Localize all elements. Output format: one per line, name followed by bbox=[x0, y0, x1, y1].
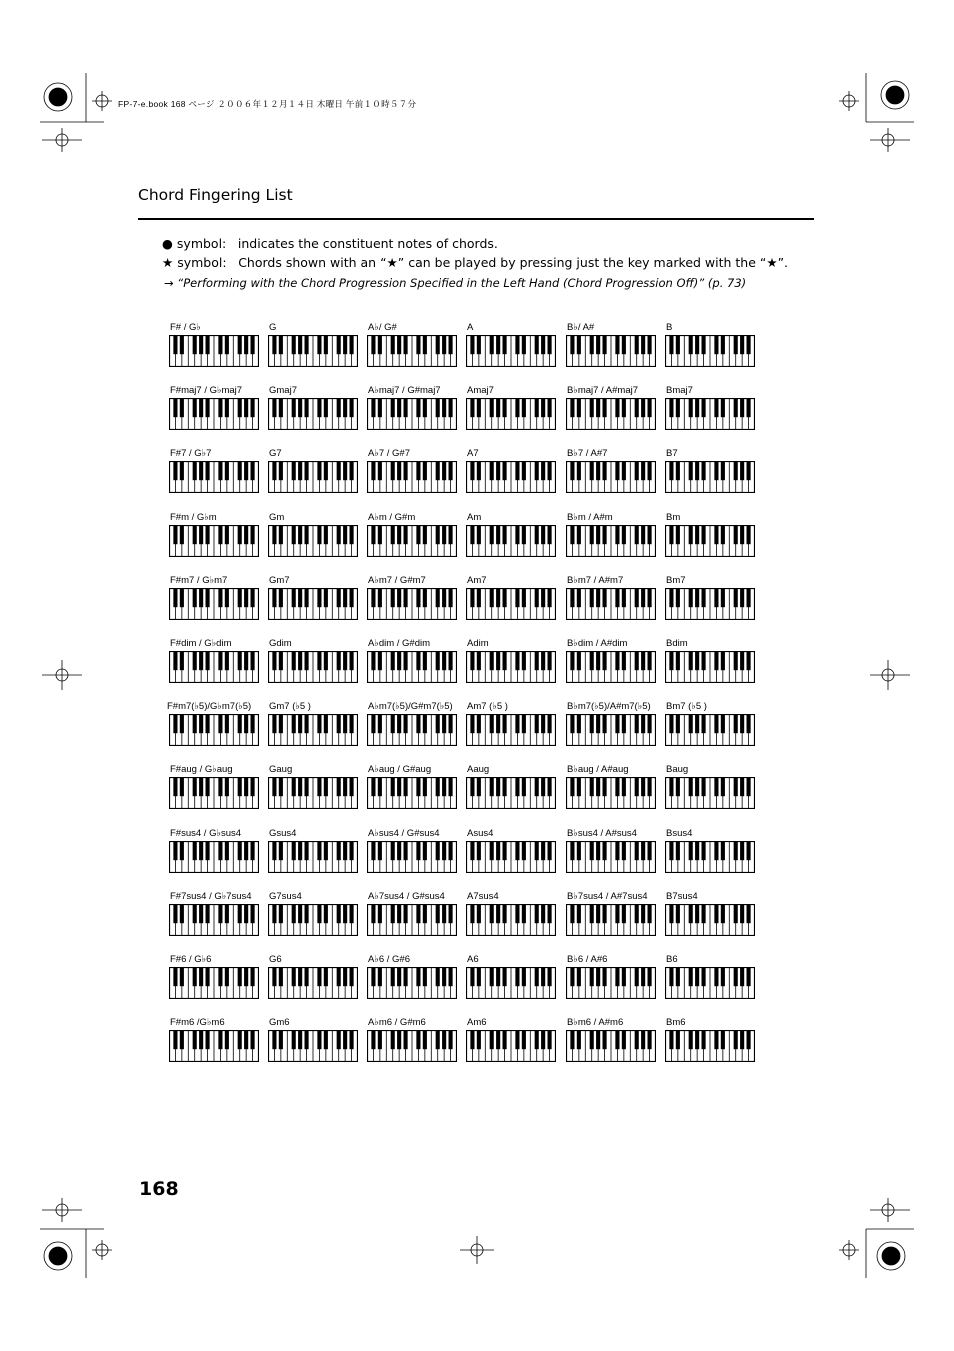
chord-name: B♭dim / A#dim bbox=[567, 638, 628, 649]
chord-name: Gaug bbox=[269, 764, 293, 776]
chord-name: B7sus4 bbox=[666, 890, 698, 902]
chord-name: Gm bbox=[269, 511, 285, 523]
chord-name: Bm7 (♭5 ) bbox=[666, 701, 707, 713]
chord-name: G6 bbox=[269, 954, 282, 965]
dot-bullet-icon: ● bbox=[162, 236, 173, 251]
chord-name: B♭m6 / A#m6 bbox=[567, 1017, 624, 1029]
chord-name: Bm6 bbox=[666, 1017, 686, 1029]
chord-name: B♭sus4 / A#sus4 bbox=[567, 827, 637, 839]
chord-name: F#7sus4 / G♭7sus4 bbox=[170, 890, 252, 902]
chord-name: A♭7 / G#7 bbox=[368, 448, 410, 460]
chord-name: Aaug bbox=[467, 764, 490, 776]
chord-name: Am7 bbox=[467, 574, 487, 586]
chord-name: Gm6 bbox=[269, 1017, 290, 1029]
chord-name: B6 bbox=[666, 954, 678, 965]
chord-name: B♭m7(♭5)/A#m7(♭5) bbox=[567, 701, 651, 713]
chord-name: F#7 / G♭7 bbox=[170, 448, 212, 460]
chord-name: B♭7 / A#7 bbox=[567, 448, 608, 460]
chord-name: A7sus4 bbox=[467, 890, 499, 902]
chord-name: F#6 / G♭6 bbox=[170, 954, 212, 965]
chord-name: A♭m7 / G#m7 bbox=[368, 574, 426, 586]
chord-name: F#m7(♭5)/G♭m7(♭5) bbox=[167, 701, 252, 713]
chord-name: Bdim bbox=[666, 638, 688, 649]
print-header: FP-7-e.book 168 ページ ２００６年１２月１４日 木曜日 午前１０時５７分 bbox=[118, 99, 417, 109]
chord-name: Bsus4 bbox=[666, 827, 693, 839]
chord-name: A♭m6 / G#m6 bbox=[368, 1017, 426, 1029]
chord-name: F#m / G♭m bbox=[170, 511, 217, 523]
chord-name: Bm7 bbox=[666, 574, 686, 586]
chord-name: F#sus4 / G♭sus4 bbox=[170, 827, 242, 839]
chord-name: A♭sus4 / G#sus4 bbox=[368, 827, 440, 839]
legend-text: Chords shown with an “★” can be played by pressing just the key marked with the “★”. bbox=[238, 255, 789, 270]
chord-name: A♭6 / G#6 bbox=[368, 954, 410, 965]
chord-name: F#m6 /G♭m6 bbox=[170, 1017, 225, 1029]
chord-name: A♭aug / G#aug bbox=[368, 764, 432, 776]
chord-name: F#maj7 / G♭maj7 bbox=[170, 385, 243, 397]
legend-label: symbol: bbox=[177, 255, 227, 270]
chord-name: F# / G♭ bbox=[170, 322, 201, 333]
chord-name: B♭aug / A#aug bbox=[567, 764, 629, 776]
chord-name: A♭dim / G#dim bbox=[368, 638, 431, 649]
chord-name: Am bbox=[467, 511, 482, 523]
page-title: Chord Fingering List bbox=[138, 186, 293, 204]
chord-name: A bbox=[467, 322, 474, 333]
chord-name: B♭7sus4 / A#7sus4 bbox=[567, 890, 648, 902]
chord-name: Baug bbox=[666, 764, 689, 776]
chord-name: A♭m / G#m bbox=[368, 511, 416, 523]
chord-name: B♭/ A# bbox=[567, 322, 595, 333]
legend-text: indicates the constituent notes of chords. bbox=[237, 236, 498, 251]
chord-name: Am6 bbox=[467, 1017, 487, 1029]
chord-name: B bbox=[666, 322, 673, 333]
chord-name: B♭maj7 / A#maj7 bbox=[567, 385, 639, 397]
chord-name: Asus4 bbox=[467, 827, 494, 839]
chord-name: Adim bbox=[467, 638, 489, 649]
chord-name: A♭7sus4 / G#sus4 bbox=[368, 890, 445, 902]
legend-label: symbol: bbox=[176, 236, 227, 251]
chord-name: F#dim / G♭dim bbox=[170, 638, 232, 649]
chord-name: F#aug / G♭aug bbox=[170, 764, 233, 776]
chord-name: Gm7 bbox=[269, 574, 290, 586]
chord-name: G7sus4 bbox=[269, 890, 302, 902]
chord-name: Gm7 (♭5 ) bbox=[269, 701, 311, 713]
chord-name: Am7 (♭5 ) bbox=[467, 701, 508, 713]
cross-reference: → “Performing with the Chord Progression Specified in the Left Hand (Chord Progression Off)” (p. 73) bbox=[164, 276, 747, 290]
chord-name: F#m7 / G♭m7 bbox=[170, 574, 228, 586]
chord-name: Gdim bbox=[269, 638, 292, 649]
chord-name: Bmaj7 bbox=[666, 385, 693, 397]
chord-name: B7 bbox=[666, 448, 678, 460]
chord-name: A♭m7(♭5)/G#m7(♭5) bbox=[368, 701, 453, 713]
chord-name: A♭/ G# bbox=[368, 322, 397, 333]
star-bullet-icon: ★ bbox=[162, 255, 174, 270]
chord-name: B♭m / A#m bbox=[567, 511, 613, 523]
chord-name: G7 bbox=[269, 448, 282, 460]
chord-name: A7 bbox=[467, 448, 479, 460]
chord-name: Amaj7 bbox=[467, 385, 494, 397]
chord-name: Bm bbox=[666, 511, 681, 523]
chord-name: Gsus4 bbox=[269, 827, 297, 839]
chord-name: A♭maj7 / G#maj7 bbox=[368, 385, 441, 397]
page-number: 168 bbox=[139, 1178, 179, 1200]
chord-name: A6 bbox=[467, 954, 479, 965]
chord-name: B♭m7 / A#m7 bbox=[567, 574, 624, 586]
chord-name: G bbox=[269, 322, 277, 333]
chord-name: B♭6 / A#6 bbox=[567, 954, 608, 965]
chord-name: Gmaj7 bbox=[269, 385, 297, 397]
